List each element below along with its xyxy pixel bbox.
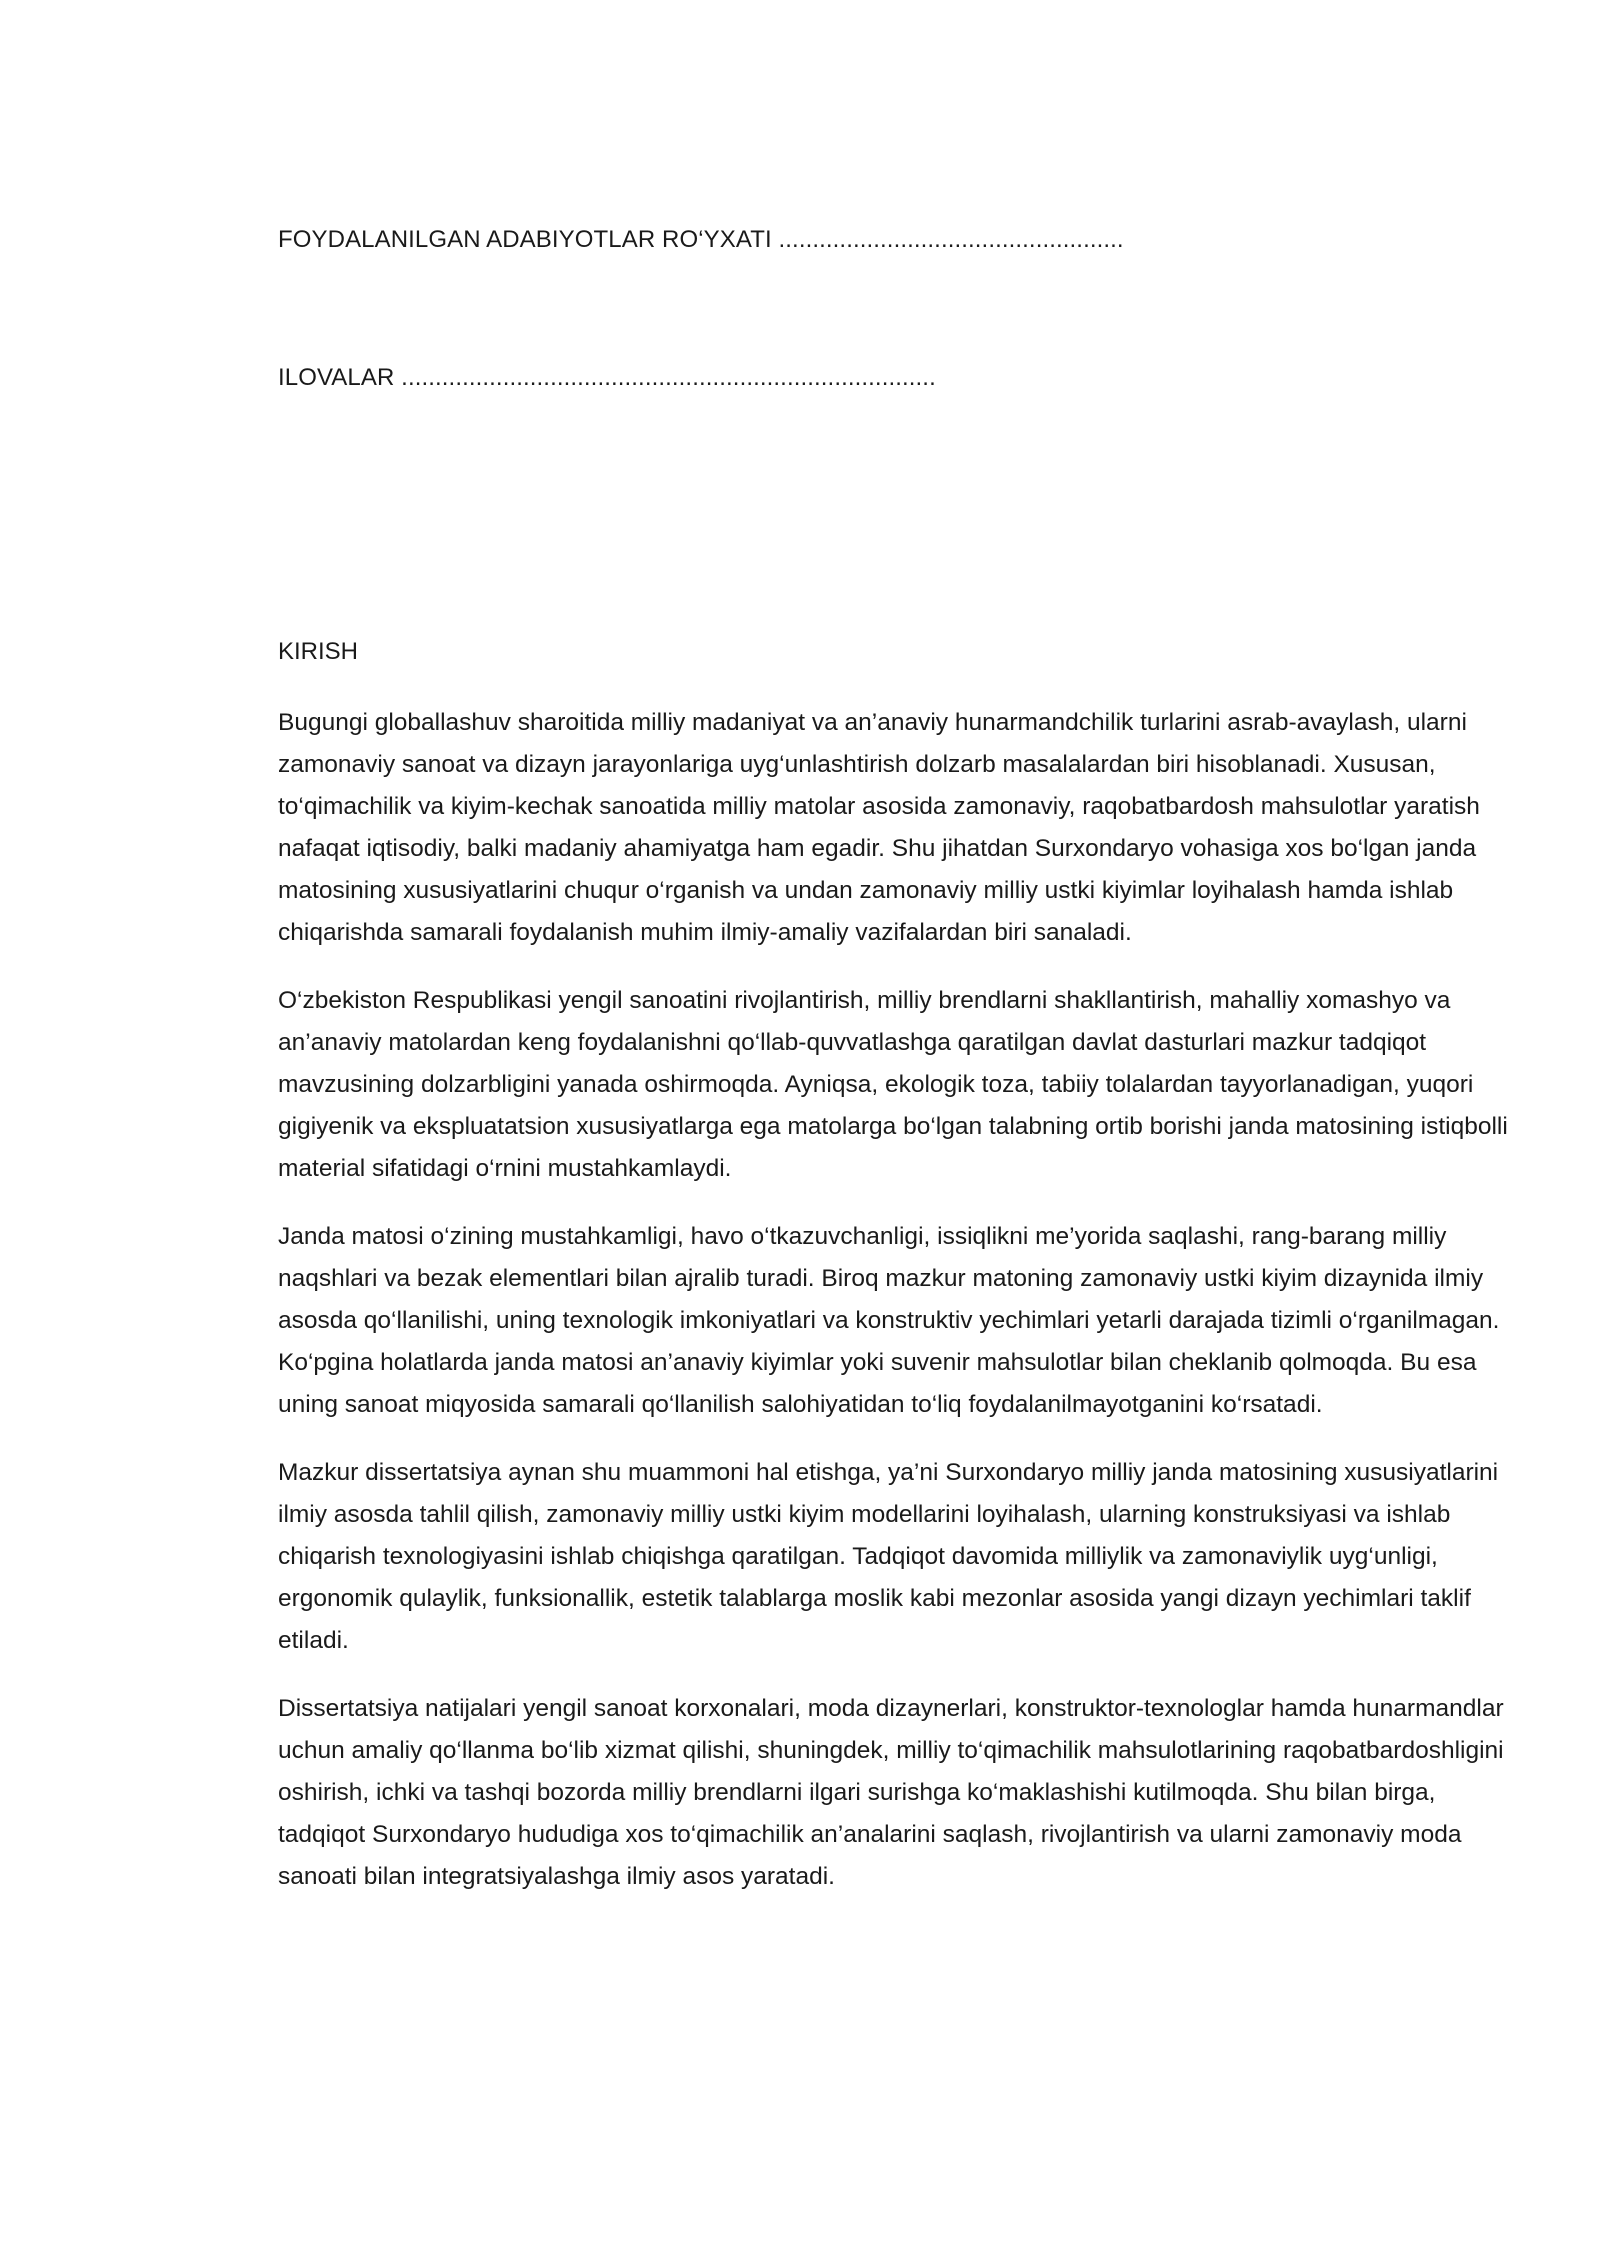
toc-entry-references: FOYDALANILGAN ADABIYOTLAR RO‘YXATI ................................................... xyxy=(278,226,1124,253)
paragraph: Bugungi globallashuv sharoitida milliy madaniyat va an’anaviy hunarmandchilik turlarini asrab-avaylash, ularni zamonaviy sanoat va dizayn jarayonlariga uyg‘unlashtirish dolzarb masalalardan biri hisoblanadi. Xususan, to‘qimachilik va kiyim-kechak sanoatida milliy matolar asosida zamonaviy, raqobatbardosh mahsulotlar yaratish nafaqat iqtisodiy, balki madaniy ahamiyatga ham egadir. Shu jihatdan Surxondaryo vohasiga xos bo‘lgan janda matosining xususiyatlarini chuqur o‘rganish va undan zamonaviy milliy ustki kiyimlar loyihalash hamda ishlab chiqarishda samarali foydalanish muhim ilmiy-amaliy vazifalardan biri sanaladi. xyxy=(278,709,1480,946)
section-heading: KIRISH xyxy=(278,638,359,665)
paragraph: Dissertatsiya natijalari yengil sanoat korxonalari, moda dizaynerlari, konstruktor-texnologlar hamda hunarmandlar uchun amaliy qo‘llanma bo‘lib xizmat qilishi, shuningdek, milliy to‘qimachilik mahsulotlarining raqobatbardoshligini oshirish, ichki va tashqi bozorda milliy brendlarni ilgari surishga ko‘maklashishi kutilmoqda. Shu bilan birga, tadqiqot Surxondaryo hududiga xos to‘qimachilik an’analarini saqlash, rivojlantirish va ularni zamonaviy moda sanoati bilan integratsiyalashga ilmiy asos yaratadi. xyxy=(278,1695,1504,1890)
paragraph: Janda matosi o‘zining mustahkamligi, havo o‘tkazuvchanligi, issiqlikni me’yorida saqlashi, rang-barang milliy naqshlari va bezak elementlari bilan ajralib turadi. Biroq mazkur matoning zamonaviy ustki kiyim dizaynida ilmiy asosda qo‘llanilishi, uning texnologik imkoniyatlari va konstruktiv yechimlari yetarli darajada tizimli o‘rganilmagan. Ko‘pgina holatlarda janda matosi an’anaviy kiyimlar yoki suvenir mahsulotlar bilan cheklanib qolmoqda. Bu esa uning sanoat miqyosida samarali qo‘llanilish salohiyatidan to‘liq foydalanilmayotganini ko‘rsatadi. xyxy=(278,1223,1500,1418)
toc-entry-appendices: ILOVALAR ............................................................................... xyxy=(278,364,936,391)
paragraph: O‘zbekiston Respublikasi yengil sanoatini rivojlantirish, milliy brendlarni shakllantirish, mahalliy xomashyo va an’anaviy matolardan keng foydalanishni qo‘llab-quvvatlashga qaratilgan davlat dasturlari mazkur tadqiqot mavzusining dolzarbligini yanada oshirmoqda. Ayniqsa, ekologik toza, tabiiy tolalardan tayyorlanadigan, yuqori gigiyenik va ekspluatatsion xususiyatlarga ega matolarga bo‘lgan talabning ortib borishi janda matosining istiqbolli material sifatidagi o‘rnini mustahkamlaydi. xyxy=(278,987,1508,1182)
intro-body xyxy=(278,702,1510,1924)
paragraph: Mazkur dissertatsiya aynan shu muammoni hal etishga, ya’ni Surxondaryo milliy janda matosining xususiyatlarini ilmiy asosda tahlil qilish, zamonaviy milliy ustki kiyim modellarini loyihalash, ularning konstruksiyasi va ishlab chiqarish texnologiyasini ishlab chiqishga qaratilgan. Tadqiqot davomida milliylik va zamonaviylik uyg‘unligi, ergonomik qulaylik, funksionallik, estetik talablarga moslik kabi mezonlar asosida yangi dizayn yechimlari taklif etiladi. xyxy=(278,1459,1499,1654)
